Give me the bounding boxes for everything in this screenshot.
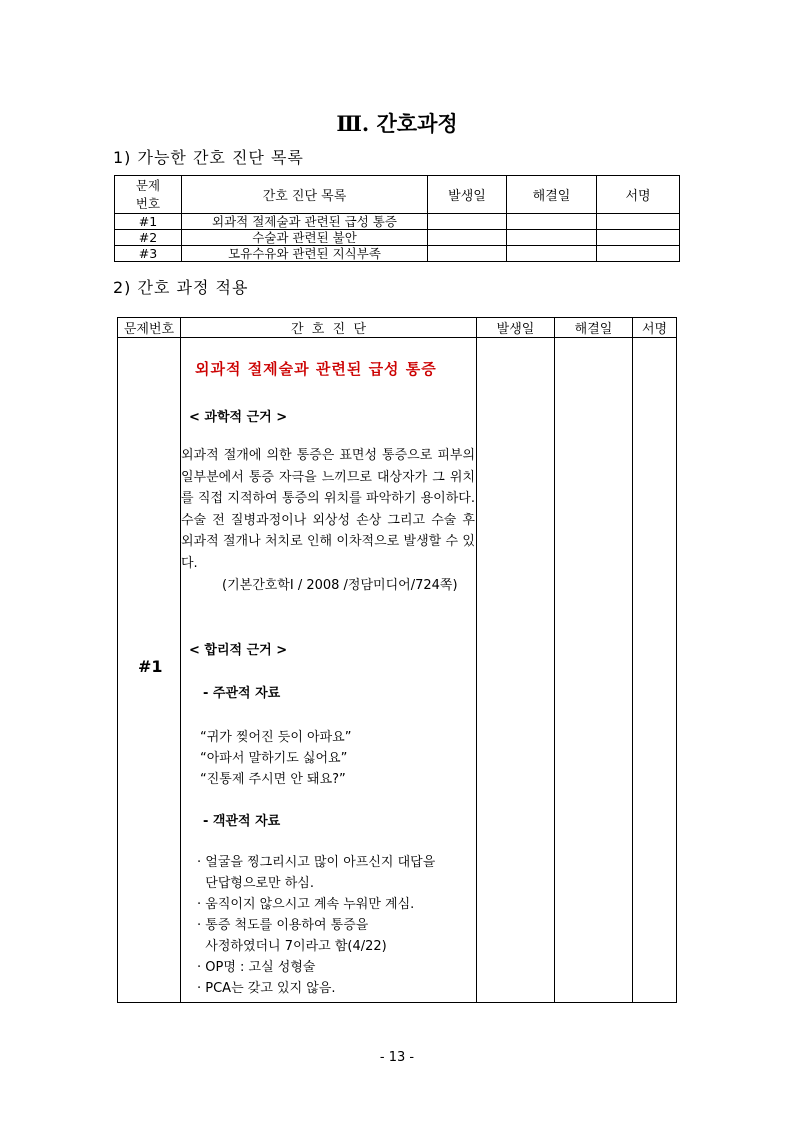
row-onset [428,230,507,246]
row-onset [428,214,507,230]
scientific-basis-heading: < 과학적 근거 > [189,410,288,425]
section-heading-diagnosis-list: 1) 가능한 간호 진단 목록 [113,148,304,167]
page-number: - 13 - [379,1050,415,1065]
objective-item: · 통증 척도를 이용하여 통증을 [197,918,369,933]
sign-cell [633,338,677,1003]
row-onset [428,246,507,262]
objective-item: · 얼굴을 찡그리시고 많이 아프신지 대답을 [197,855,436,870]
header-diagnosis-list: 간호 진단 목록 [182,176,428,214]
objective-item: 사정하였더니 7이라고 함(4/22) [197,939,387,954]
objective-item: · PCA는 갖고 있지 않음. [197,981,336,996]
diagnosis-title: 외과적 절제술과 관련된 급성 통증 [195,360,437,378]
header-onset-date: 발생일 [477,318,555,338]
subjective-data-heading: - 주관적 자료 [203,686,281,701]
resolved-cell [555,338,633,1003]
problem-number: #1 [138,657,163,676]
row-diagnosis: 모유수유와 관련된 지식부족 [182,246,428,262]
subjective-quote: “아파서 말하기도 싫어요” [200,751,348,766]
header-problem-number: 문제번호 [118,318,181,338]
row-resolved [507,214,597,230]
table-header-row [118,318,677,338]
header-signature: 서명 [597,176,680,214]
header-resolved-date: 해결일 [555,318,633,338]
header-resolved-date: 해결일 [507,176,597,214]
diagnosis-list-table [114,175,680,262]
row-resolved [507,246,597,262]
objective-item: 단답형으로만 하심. [197,876,314,891]
table-row [115,230,680,246]
chapter-title: Ⅲ. 간호과정 [336,111,458,136]
header-nursing-diagnosis: 간 호 진 단 [181,318,477,338]
row-sign [597,230,680,246]
header-onset-date: 발생일 [428,176,507,214]
row-number: #2 [115,230,182,246]
scientific-basis-text: 외과적 절개에 의한 통증은 표면성 통증으로 피부의 일부분에서 통증 자극을 느끼므로 대상자가 그 위치를 직접 지적하여 통증의 위치를 파악하기 용이하다. 수술 전 질병과정이나 외상성 손상 그리고 수술 후 외과적 절개나 처치로 인해 이차적으로 발생할 수 있다. [181,448,475,571]
row-diagnosis: 수술과 관련된 불안 [182,230,428,246]
row-resolved [507,230,597,246]
row-number: #3 [115,246,182,262]
onset-cell [477,338,555,1003]
subjective-quote: “귀가 찢어진 듯이 아파요” [200,730,352,745]
objective-data-heading: - 객관적 자료 [203,814,281,829]
header-problem-number [115,176,182,214]
section-heading-process: 2) 간호 과정 적용 [113,278,249,297]
header-problem-number-line2: 번호 [135,195,161,211]
rational-basis-heading: < 합리적 근거 > [189,643,288,658]
objective-item: · 움직이지 않으시고 계속 누워만 계심. [197,897,415,912]
citation: (기본간호학Ⅰ / 2008 /정담미디어/724쪽) [222,578,458,593]
objective-item: · OP명 : 고실 성형술 [197,960,316,975]
table-row [115,246,680,262]
row-number: #1 [115,214,182,230]
row-diagnosis: 외과적 절제술과 관련된 급성 통증 [182,214,428,230]
header-problem-number-line1: 문제 [135,177,161,193]
header-signature: 서명 [633,318,677,338]
row-sign [597,214,680,230]
subjective-quote: “진통제 주시면 안 돼요?” [200,772,346,787]
table-row [115,214,680,230]
row-sign [597,246,680,262]
table-header-row [115,176,680,214]
